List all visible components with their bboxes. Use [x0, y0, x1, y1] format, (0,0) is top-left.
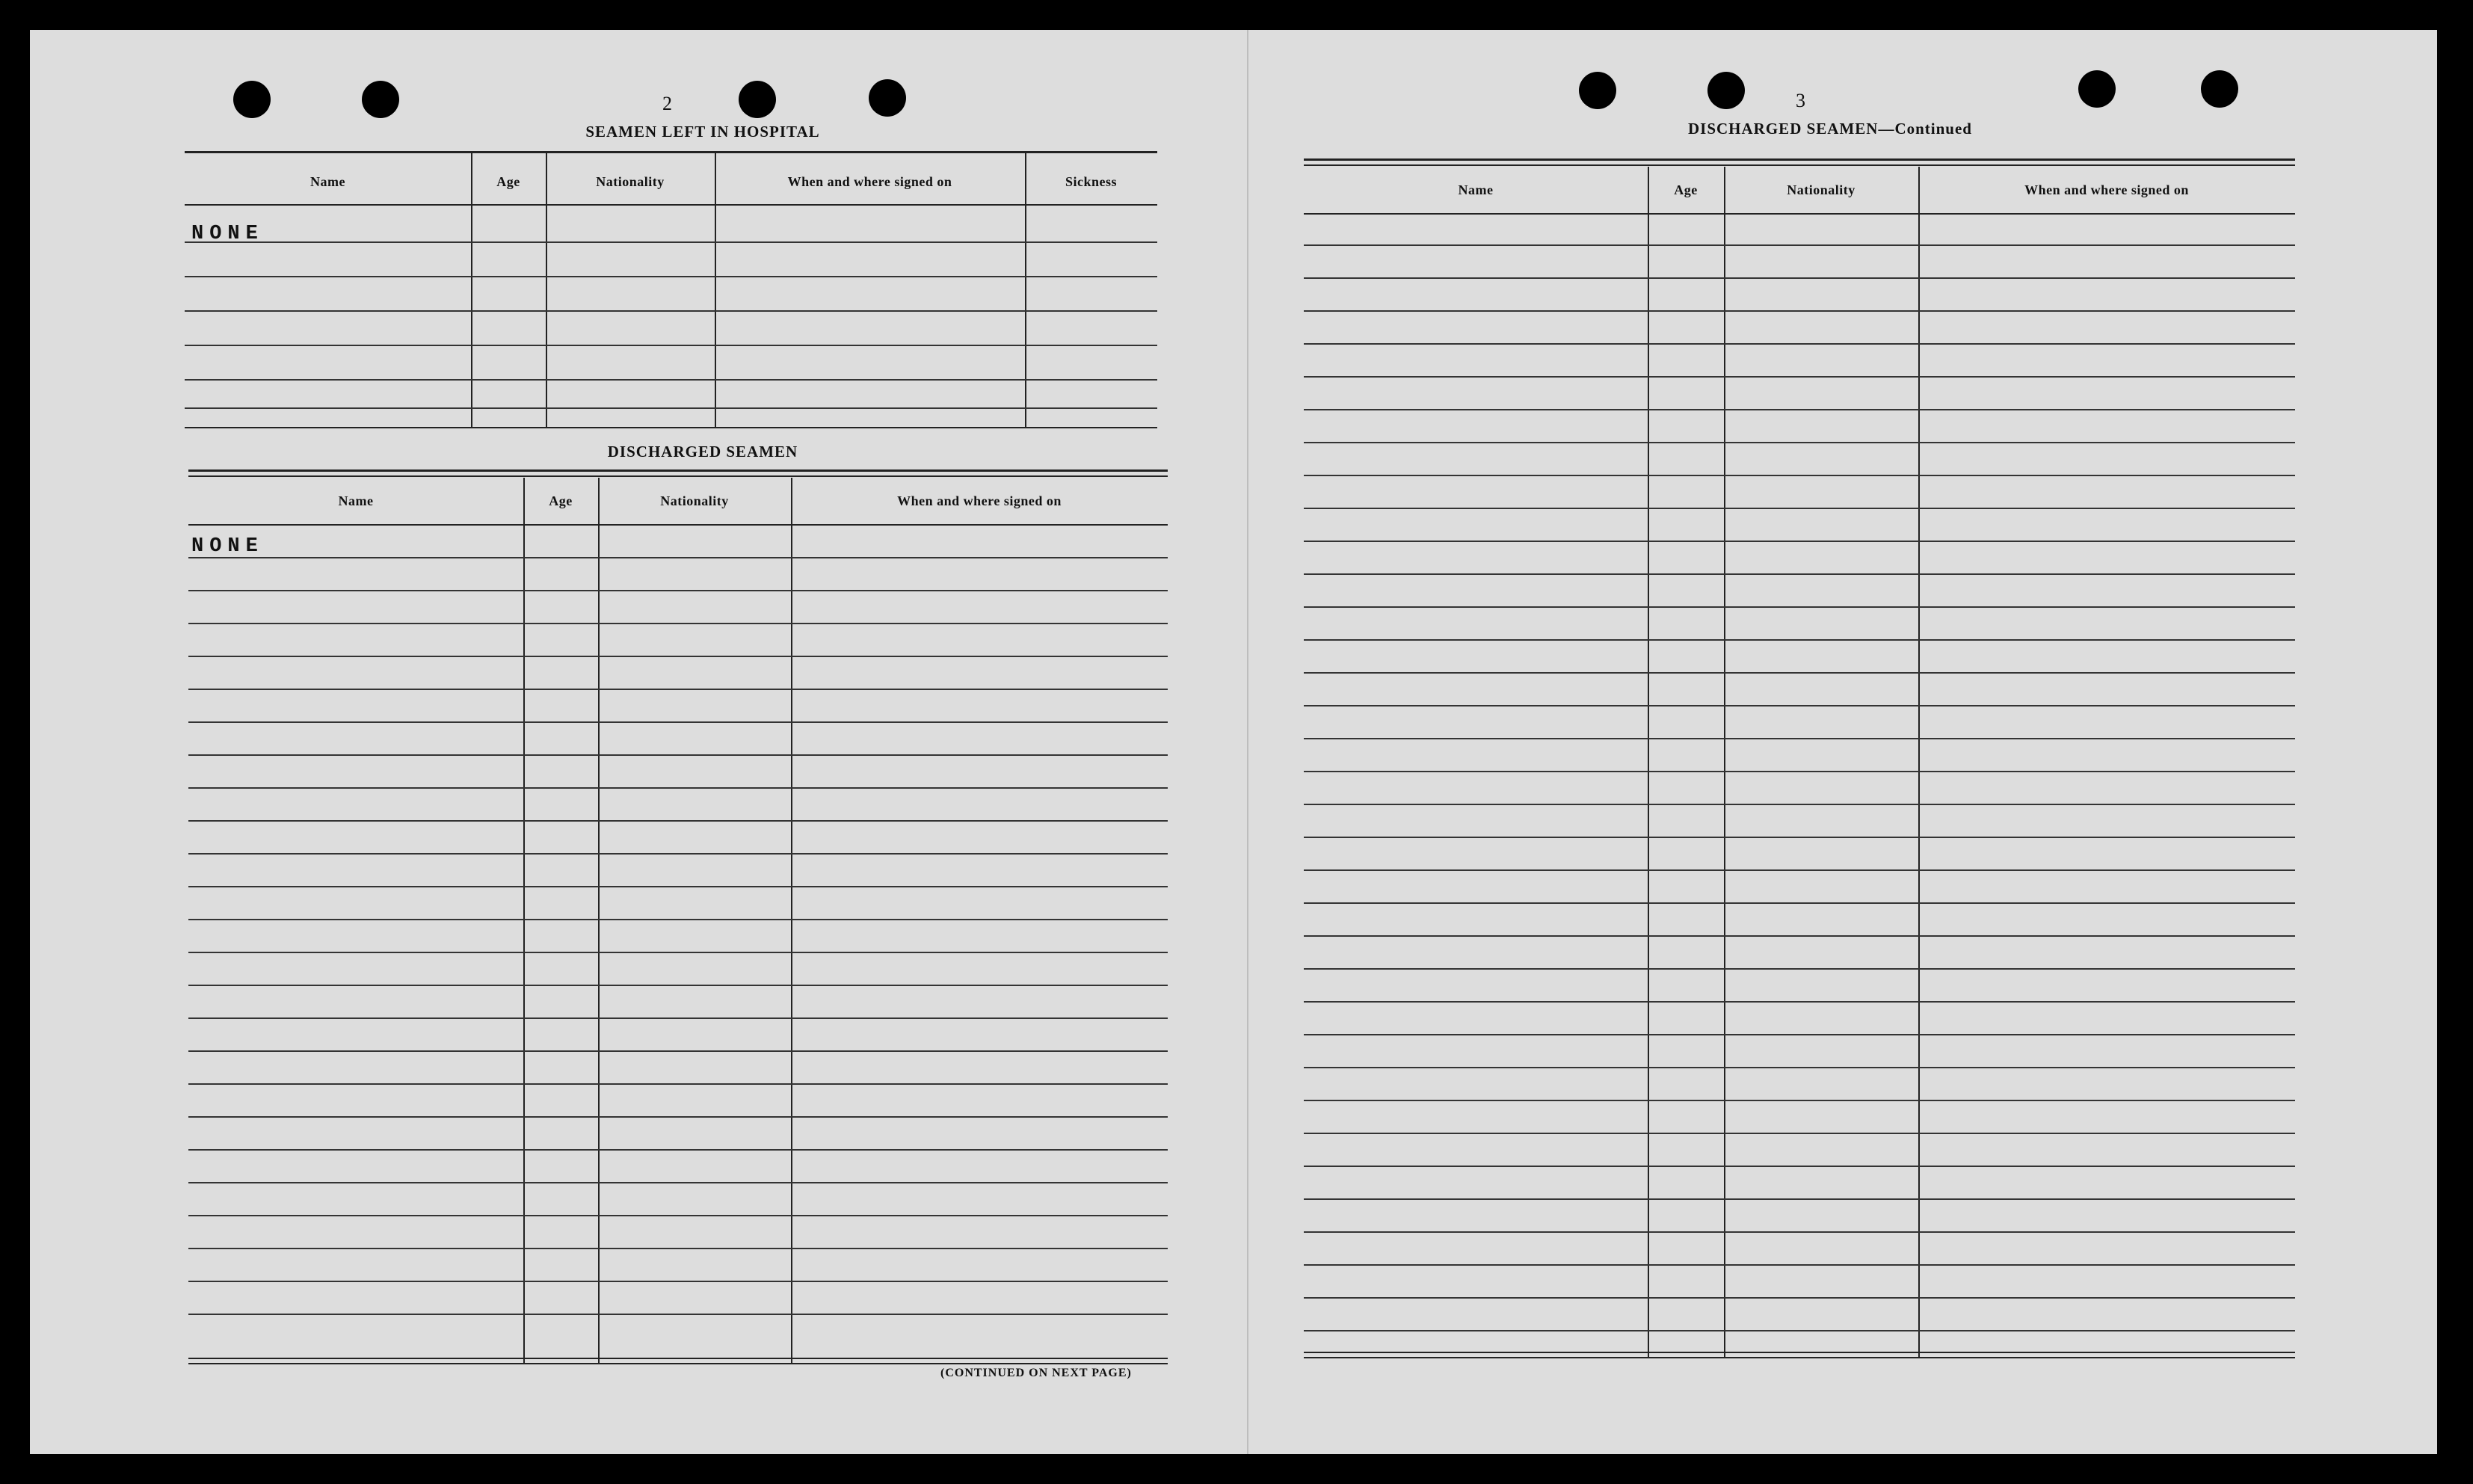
column-divider [523, 478, 525, 1363]
column-header-nationality: Nationality [596, 173, 665, 189]
column-header-sickness: Sickness [1065, 173, 1118, 189]
column-header-age: Age [549, 493, 573, 508]
table-row [1304, 310, 2295, 312]
hospital-table [185, 151, 1157, 428]
column-divider [471, 153, 472, 427]
column-header-signed-on: When and where signed on [787, 173, 952, 189]
table-row [1304, 244, 2295, 246]
punch-hole [739, 81, 776, 118]
table-row [1304, 1067, 2295, 1068]
punch-hole [1707, 72, 1745, 109]
punch-hole [869, 79, 906, 117]
table-row [188, 1314, 1168, 1315]
table-row [1304, 935, 2295, 937]
table-row [1304, 771, 2295, 772]
table-row [188, 1083, 1168, 1085]
table-row [1304, 804, 2295, 805]
column-header-age: Age [1674, 182, 1698, 197]
table-row [188, 1017, 1168, 1019]
table-row [1304, 475, 2295, 476]
table-row [1304, 1330, 2295, 1331]
table-row [1304, 1166, 2295, 1167]
table-row [1304, 1198, 2295, 1200]
column-header-name: Name [338, 493, 374, 508]
table-row [1304, 705, 2295, 706]
column-divider [1918, 167, 1920, 1357]
column-header-name: Name [1458, 182, 1494, 197]
discharged-continued-title: DISCHARGED SEAMEN—Continued [1688, 120, 1972, 138]
column-header-signed-on: When and where signed on [897, 493, 1062, 508]
table-row [1304, 968, 2295, 970]
punch-hole [1579, 72, 1616, 109]
table-row [185, 407, 1157, 409]
double-rule [188, 1358, 1168, 1359]
table-row [188, 754, 1168, 756]
table-row [188, 590, 1168, 591]
table-row [185, 241, 1157, 243]
column-header-name: Name [310, 173, 345, 189]
table-row [188, 1215, 1168, 1216]
table-row [1304, 508, 2295, 509]
discharged-continued-header [1304, 167, 2295, 215]
table-row [185, 345, 1157, 346]
table-row [188, 787, 1168, 789]
table-row [188, 853, 1168, 855]
table-row [1304, 573, 2295, 575]
double-rule [1304, 164, 2295, 166]
table-row [185, 276, 1157, 277]
punch-hole [362, 81, 399, 118]
table-row [188, 557, 1168, 558]
table-row [1304, 738, 2295, 739]
table-row [188, 886, 1168, 887]
table-row [1304, 277, 2295, 279]
column-divider [598, 478, 600, 1363]
discharged-entry-none: NONE [191, 535, 264, 558]
table-row [188, 656, 1168, 657]
column-divider [1648, 167, 1649, 1357]
column-divider [1724, 167, 1725, 1357]
table-row [188, 1116, 1168, 1118]
table-row [188, 689, 1168, 690]
table-row [1304, 376, 2295, 378]
table-row [1304, 902, 2295, 904]
column-divider [715, 153, 716, 427]
table-row [188, 1281, 1168, 1282]
hospital-table-header [185, 159, 1157, 206]
page-number-right: 3 [1796, 90, 1805, 111]
page-number-left: 2 [662, 93, 672, 114]
page-fold [1247, 30, 1248, 1454]
column-divider [546, 153, 547, 427]
table-row [188, 952, 1168, 953]
column-header-nationality: Nationality [660, 493, 729, 508]
table-row [188, 623, 1168, 624]
punch-hole [2201, 70, 2238, 108]
column-header-age: Age [496, 173, 520, 189]
table-row [1304, 869, 2295, 871]
table-row [1304, 672, 2295, 674]
table-row [1304, 837, 2295, 838]
punch-hole [233, 81, 271, 118]
table-row [1304, 1297, 2295, 1299]
table-row [1304, 409, 2295, 410]
table-row [185, 379, 1157, 381]
punch-hole [2078, 70, 2116, 108]
table-row [1304, 541, 2295, 542]
table-row [1304, 1133, 2295, 1134]
column-header-signed-on: When and where signed on [2024, 182, 2189, 197]
discharged-table-left [188, 469, 1168, 1364]
hospital-entry-none: NONE [191, 223, 264, 245]
table-row [1304, 606, 2295, 608]
table-row [188, 820, 1168, 822]
double-rule [1304, 1352, 2295, 1353]
table-row [1304, 1034, 2295, 1035]
hospital-section-title: SEAMEN LEFT IN HOSPITAL [585, 123, 820, 141]
double-rule [188, 475, 1168, 477]
discharged-section-title: DISCHARGED SEAMEN [607, 443, 798, 461]
table-row [188, 721, 1168, 723]
table-row [1304, 1001, 2295, 1003]
table-row [188, 985, 1168, 986]
document-spread [30, 30, 2437, 1454]
column-header-nationality: Nationality [1787, 182, 1855, 197]
table-row [1304, 639, 2295, 641]
discharged-table-right [1304, 158, 2295, 1358]
table-row [185, 310, 1157, 312]
table-row [188, 1149, 1168, 1151]
table-row [188, 1248, 1168, 1249]
column-divider [791, 478, 792, 1363]
table-row [1304, 1231, 2295, 1233]
table-row [1304, 1264, 2295, 1266]
table-row [1304, 442, 2295, 443]
table-row [1304, 1100, 2295, 1101]
table-row [188, 1182, 1168, 1183]
continued-footer: (CONTINUED ON NEXT PAGE) [940, 1367, 1132, 1379]
table-row [188, 1050, 1168, 1052]
column-divider [1025, 153, 1026, 427]
discharged-table-header [188, 478, 1168, 526]
table-row [1304, 343, 2295, 345]
table-row [188, 919, 1168, 920]
